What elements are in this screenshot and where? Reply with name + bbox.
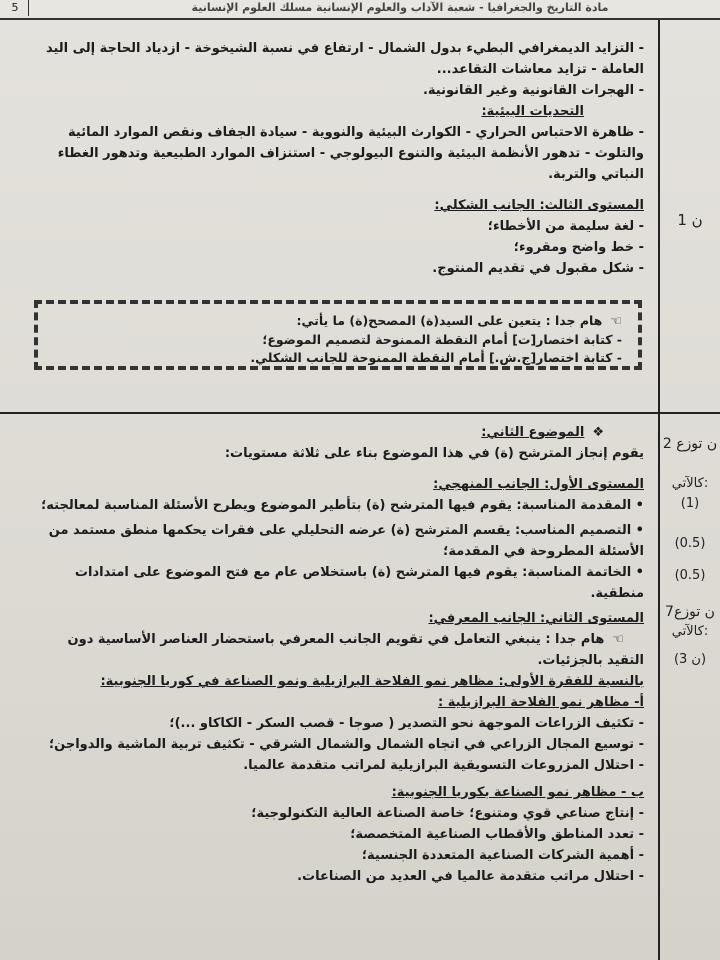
pointing-hand-icon: ☜ [612, 632, 624, 647]
list-item: - أهمية الشركات الصناعية المتعددة الجنسية؛ [361, 848, 644, 863]
intro-line: يقوم إنجاز المترشح (ة) في هذا الموضوع بناء على ثلاثة مستويات: [224, 446, 644, 461]
text-line: العاملة - تزايد معاشات التقاعد... [436, 62, 644, 77]
page-header [0, 0, 720, 20]
text-line: - ظاهرة الاحتباس الحراري - الكوارث البيئية والنووية - سيادة الجفاف ونقص الموارد المائية [68, 125, 644, 140]
text-line: - التزايد الديمغرافي البطيء بدول الشمال - ارتفاع في نسبة الشيخوخة - ازدياد الحاجة إلى اليد [45, 41, 644, 56]
list-item: - شكل مقبول في تقديم المنتوج. [432, 261, 644, 276]
level2-title: المستوى الثاني: الجانب المعرفي: [428, 611, 644, 626]
level1-title: المستوى الأول: الجانب المنهجي: [433, 477, 644, 492]
sub-a-title: أ- مظاهر نمو الفلاحة البرازيلية : [438, 695, 644, 710]
header-title: مادة التاريخ والجغرافيا - شعبة الآداب والعلوم الإنسانية مسلك العلوم الإنسانية [191, 1, 609, 14]
list-item: - احتلال مراتب متقدمة عالميا في العديد من الصناعات. [297, 869, 644, 884]
mark-value: كالآتي: [671, 624, 709, 639]
list-item: منطقية. [590, 586, 644, 601]
list-item: الأسئلة المطروحة في المقدمة؛ [443, 544, 644, 559]
sub-b-title: ب - مظاهر نمو الصناعة بكوريا الجنوبية: [391, 785, 644, 800]
topic-title: ❖الموضوع الثاني: [14, 422, 644, 443]
paragraph1-title: بالنسبة للفقرة الأولى: مظاهر نمو الفلاحة البرازيلية ونمو الصناعة في كوريا الجنوبية: [100, 674, 644, 689]
list-item: - احتلال المزروعات التسويقية البرازيلية لمراتب متقدمة عالميا. [243, 758, 644, 773]
section2-text [14, 422, 644, 887]
level2-note: ☜هام جدا : ينبغي التعامل في تقويم الجانب المعرفي باستحضار العناصر الأساسية دون [14, 629, 644, 650]
list-item: - خط واضح ومقروء؛ [513, 240, 644, 255]
mark-value: (0.5) [674, 536, 706, 551]
section1-text [14, 38, 644, 279]
mark-value: (3 ن) [673, 652, 707, 667]
list-item: - توسيع المجال الزراعي في اتجاه الشمال والشمال الشرقي - تكثيف تربية الماشية والدواجن؛ [48, 737, 644, 752]
subheading: التحديات البيئية: [481, 104, 584, 119]
level2-note-cont: التقيد بالجزئيات. [537, 653, 644, 668]
page-number: 5 [2, 0, 29, 16]
pointing-hand-icon: ☜ [610, 314, 622, 329]
list-item: • المقدمة المناسبة: يقوم فيها المترشح (ة) بتأطير الموضوع ويطرح الأسئلة المناسبة لمعالجته؛ [41, 498, 644, 513]
mark-value: (1) [680, 496, 700, 511]
row-divider [0, 412, 720, 414]
level3-mark [660, 210, 720, 230]
mark-value: كالآتي: [671, 476, 709, 491]
list-item: - تكثيف الزراعات الموجهة نحو التصدير ( صوجا - قصب السكر - الكاكاو ...)؛ [169, 716, 644, 731]
mark-value: 7ن توزع [665, 604, 715, 620]
marks-column [660, 434, 720, 670]
diamond-bullet-icon: ❖ [592, 425, 604, 440]
text-line: - الهجرات القانونية وغير القانونية. [422, 83, 644, 98]
note-item: - كتابة اختصار[ج.ش.] أمام النقطة الممنوحة للجانب الشكلي. [250, 350, 622, 365]
list-item: • الخاتمة المناسبة: يقوم فيها المترشح (ة) باستخلاص عام مع فتح الموضوع على امتدادات [74, 565, 644, 580]
note-item: - كتابة اختصار[ت] أمام النقطة الممنوحة لتصميم الموضوع؛ [262, 332, 622, 347]
important-note-box [34, 300, 642, 370]
list-item: • التصميم المناسب: يقسم المترشح (ة) عرضه التحليلي على فقرات يحكمها منطق مستمد من [48, 523, 644, 538]
mark-value: (0.5) [674, 568, 706, 583]
text-line: والتلوث - تدهور الأنظمة البيئية والتنوع البيولوجي - استنزاف الموارد الطبيعية وتدهور الغطاء [57, 146, 644, 161]
level3-title: المستوى الثالث: الجانب الشكلي: [434, 198, 644, 213]
mark-value: 1 ن [677, 211, 703, 229]
text-line: النباتي والتربة. [548, 167, 644, 182]
list-item: - تعدد المناطق والأقطاب الصناعية المتخصصة؛ [350, 827, 644, 842]
list-item: - لغة سليمة من الأخطاء؛ [487, 219, 644, 234]
note-title: ☜هام جدا : يتعين على السيد(ة) المصحح(ة) ما يأتي: [296, 313, 622, 329]
list-item: - إنتاج صناعي قوي ومتنوع؛ خاصة الصناعة العالية التكنولوجية؛ [251, 806, 644, 821]
mark-value: 2 ن توزع [662, 436, 718, 452]
